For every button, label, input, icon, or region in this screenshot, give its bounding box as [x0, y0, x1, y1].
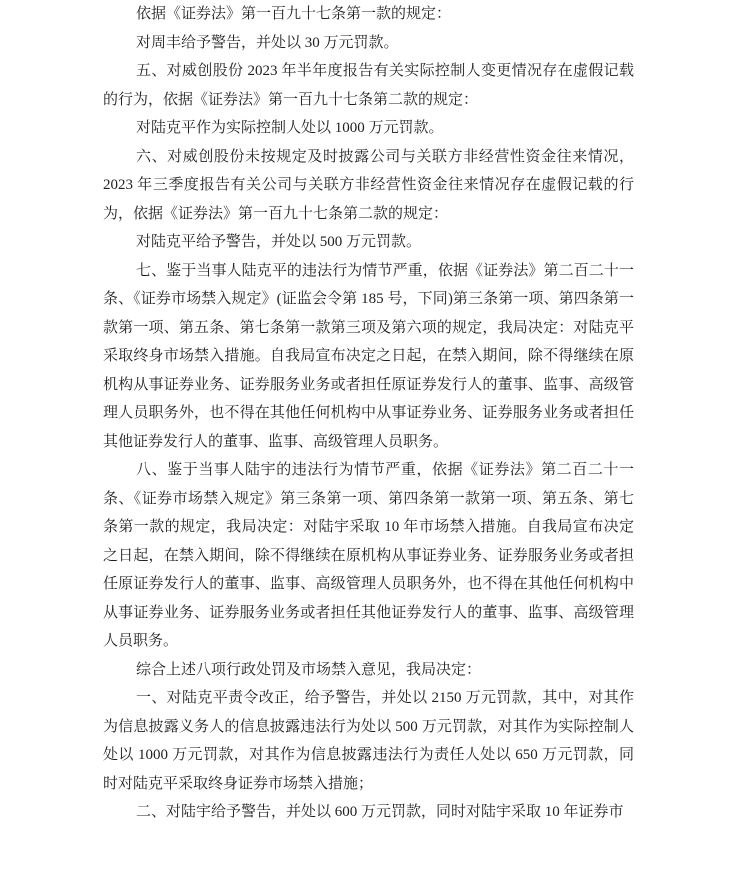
paragraph-penalty-zhoufeng: 对周丰给予警告，并处以 30 万元罚款。 — [136, 34, 399, 51]
paragraph-penalty-lukeping-controller: 对陆克平作为实际控制人处以 1000 万元罚款。 — [136, 120, 444, 136]
paragraph-summary-decision: 综合上述八项行政处罚及市场禁入意见，我局决定： — [136, 661, 482, 678]
paragraph-item-8-market-ban-luyu: 八、鉴于当事人陆宇的违法行为情节严重，依据《证券法》第二百二十一条、《证券市场禁入规定》第三条第一项、第四条第一款第一项、第五条、第七条第一款的规定，我局决定：对陆宇采取 10 年市场禁入措施。自我局宣布决定之日起，在禁入期间，除不得继续在原机构从事证券业务、证券服务业务或者担任原证券发行人的董事、监事、高级管理人员职务外，也不得在其他任何机构中从事证券业务、证券服务业务或者担任其他证券发行人的董事、监事、高级管理人员职务。 — [103, 462, 634, 649]
paragraph-item-6: 六、对威创股份未按规定及时披露公司与关联方非经营性资金往来情况，2023 年三季度报告有关公司与关联方非经营性资金往来情况存在虚假记载的行为，依据《证券法》第一百九十七条第二款的规定： — [103, 148, 634, 222]
paragraph-item-7-market-ban-lukeping: 七、鉴于当事人陆克平的违法行为情节严重，依据《证券法》第二百二十一条、《证券市场禁入规定》(证监会令第 185 号，下同)第三条第一项、第四条第一款第一项、第五条、第七条第一款第三项及第六项的规定，我局决定：对陆克平采取终身市场禁入措施。自我局宣布决定之日起，在禁入期间，除不得继续在原机构从事证券业务、证券服务业务或者担任原证券发行人的董事、监事、高级管理人员职务外，也不得在其他任何机构中从事证券业务、证券服务业务或者担任其他证券发行人的董事、监事、高级管理人员职务。 — [103, 262, 634, 450]
paragraph-law-basis: 依据《证券法》第一百九十七条第一款的规定： — [136, 6, 452, 22]
paragraph-penalty-lukeping-warning: 对陆克平给予警告，并处以 500 万元罚款。 — [136, 234, 422, 250]
paragraph-decision-1-lukeping: 一、对陆克平责令改正，给予警告，并处以 2150 万元罚款，其中，对其作为信息披露义务人的信息披露违法行为处以 500 万元罚款，对其作为实际控制人处以 1000 万元罚款，对其作为信息披露违法行为责任人处以 650 万元罚款，同时对陆克平采取终身证券市场禁入措施； — [103, 690, 634, 792]
paragraph-decision-2-luyu: 二、对陆宇给予警告，并处以 600 万元罚款，同时对陆宇采取 10 年证券市 — [136, 804, 624, 820]
paragraph-item-5: 五、对威创股份 2023 年半年度报告有关实际控制人变更情况存在虚假记载的行为，依据《证券法》第一百九十七条第二款的规定： — [103, 63, 634, 108]
document-text-block — [103, 0, 634, 827]
